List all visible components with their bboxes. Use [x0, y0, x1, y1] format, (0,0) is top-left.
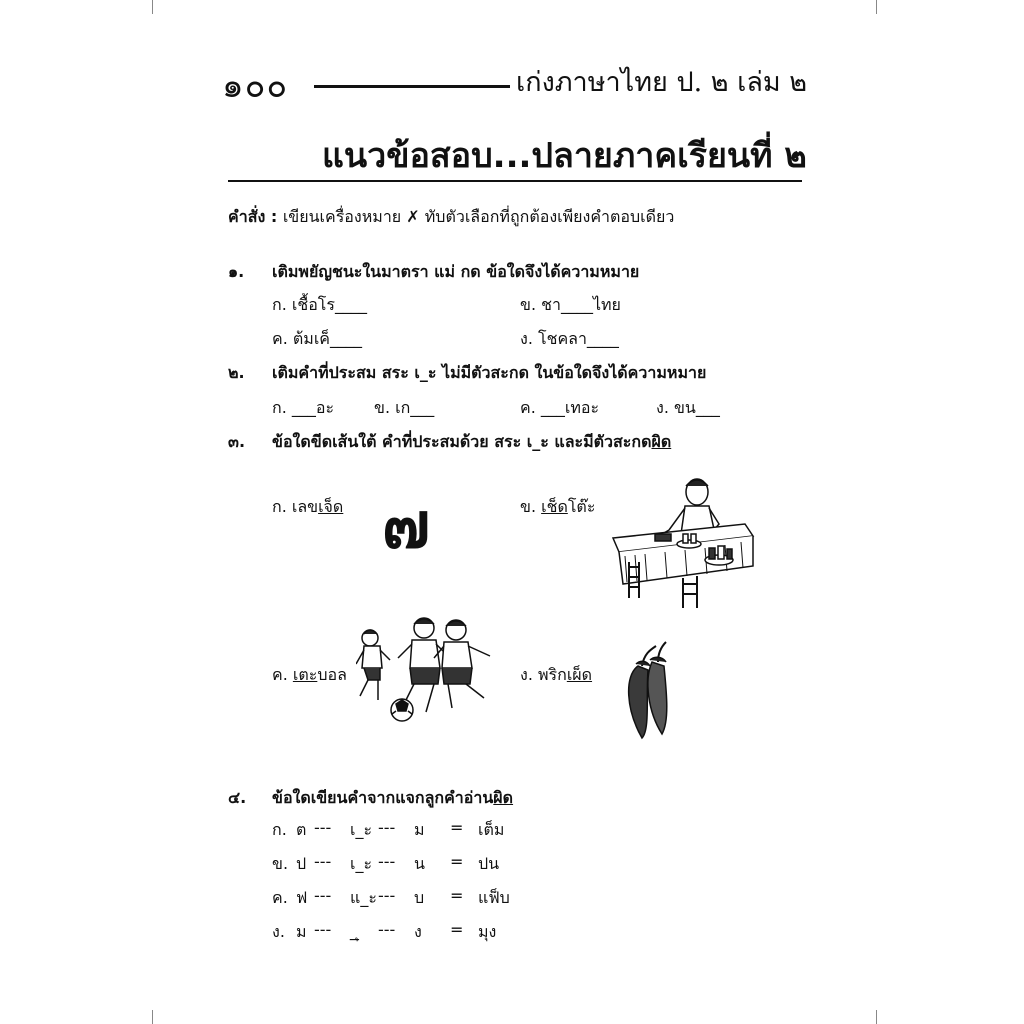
option-text: ค. ___เทอะ [520, 398, 600, 417]
dash-separator: --- [314, 920, 332, 939]
book-title: เก่งภาษาไทย ป. ๒ เล่ม ๒ [516, 67, 808, 98]
thai-digit-seven-picture: ๗ [382, 488, 431, 563]
title-rule [228, 180, 802, 182]
option-text: ก. เลขเจ็ด [272, 497, 344, 516]
spelled-word: มุง [478, 922, 497, 941]
option-label: ข. [272, 854, 289, 873]
question-number: ๓. [228, 432, 246, 451]
instruction-text: เขียนเครื่องหมาย ✗ ทับตัวเลือกที่ถูกต้องเพียงคำตอบเดียว [282, 207, 675, 226]
dash-separator: --- [378, 920, 396, 939]
spelling-part: ม [296, 922, 307, 941]
dash-separator: --- [314, 886, 332, 905]
spelling-part: ต [296, 820, 307, 839]
dash-separator: --- [378, 818, 396, 837]
spelling-part: = [450, 852, 464, 871]
option-text: ข. เก___ [374, 398, 435, 417]
header-rule [314, 85, 510, 88]
question-text: ข้อใดเขียนคำจากแจกลูกคำอ่านผิด [272, 788, 514, 807]
spelling-part: ง [414, 922, 422, 941]
spelling-part: ป [296, 854, 307, 873]
option-text: ค. ต้มเค็____ [272, 329, 362, 348]
option-text: ก. เชื้อโร____ [272, 295, 367, 314]
dash-separator: --- [314, 818, 332, 837]
question-text: เติมคำที่ประสม สระ เ_ะ ไม่มีตัวสะกด ในข้อใดจึงได้ความหมาย [272, 363, 707, 382]
instruction [228, 205, 674, 230]
option-text: ค. เตะบอล [272, 665, 347, 684]
spelling-part: แ_ะ [350, 888, 377, 907]
option-text: ก. ___อะ [272, 398, 335, 417]
spelling-part: เ_ะ [350, 820, 373, 839]
crop-mark [152, 0, 153, 14]
dash-separator: --- [314, 852, 332, 871]
spelled-word: แฟ็บ [478, 888, 510, 907]
spelling-part: _ุ [350, 922, 359, 941]
dash-separator: --- [378, 886, 396, 905]
question-number: ๔. [228, 788, 247, 807]
spelling-part: = [450, 886, 464, 905]
option-text: ข. ชา____ไทย [520, 295, 621, 314]
crop-mark [876, 0, 877, 14]
page-title: แนวข้อสอบ...ปลายภาคเรียนที่ ๒ [322, 136, 807, 176]
page-number: ๑๐๐ [222, 66, 289, 106]
spelling-part: บ [414, 888, 425, 907]
dash-separator: --- [378, 852, 396, 871]
option-text: ข. เช็ดโต๊ะ [520, 497, 596, 516]
spelling-part: = [450, 818, 464, 837]
chili-peppers-illustration [620, 640, 676, 744]
instruction-label: คำสั่ง : [228, 207, 278, 226]
option-label: ค. [272, 888, 288, 907]
option-text: ง. ขน___ [656, 398, 720, 417]
question-text: ข้อใดขีดเส้นใต้ คำที่ประสมด้วย สระ เ_ะ และมีตัวสะกดผิด [272, 432, 672, 451]
option-text: ง. โชคลา____ [520, 329, 619, 348]
spelling-part: เ_ะ [350, 854, 373, 873]
crop-mark [876, 1010, 877, 1024]
spelling-part: ฟ [296, 888, 308, 907]
boys-playing-football-illustration [356, 612, 496, 724]
spelling-part: น [414, 854, 425, 873]
question-number: ๒. [228, 363, 245, 382]
crop-mark [152, 1010, 153, 1024]
spelling-part: ม [414, 820, 425, 839]
option-label: ง. [272, 922, 285, 941]
spelled-word: เต็ม [478, 820, 505, 839]
question-text: เติมพยัญชนะในมาตรา แม่ กด ข้อใดจึงได้ความหมาย [272, 262, 640, 281]
boy-wiping-table-illustration [605, 472, 755, 612]
option-text: ง. พริกเผ็ด [520, 665, 593, 684]
spelling-part: = [450, 920, 464, 939]
spelled-word: ปน [478, 854, 500, 873]
question-number: ๑. [228, 262, 245, 281]
option-label: ก. [272, 820, 287, 839]
